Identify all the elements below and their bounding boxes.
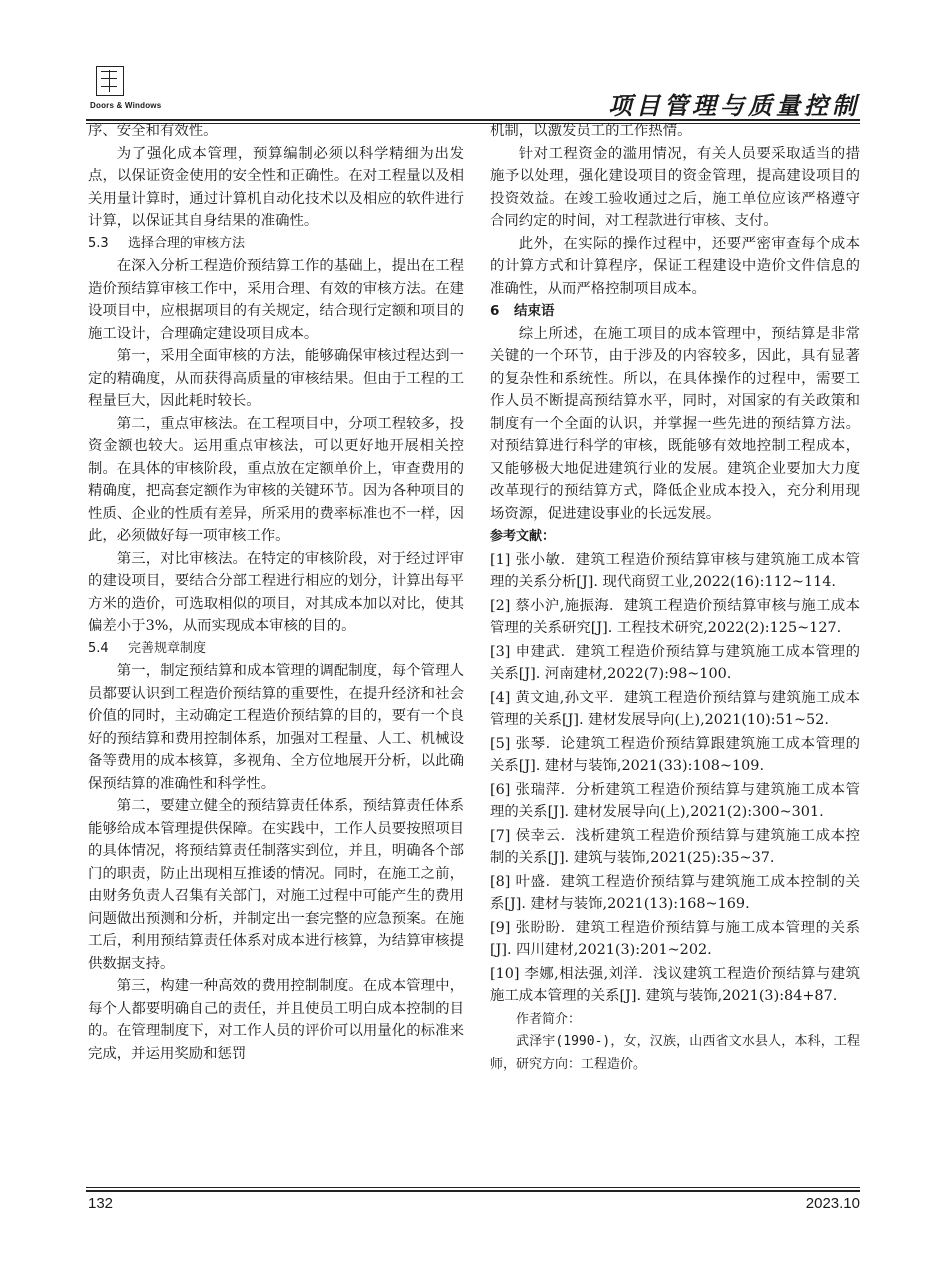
paragraph: 第二，要建立健全的预结算责任体系，预结算责任体系能够给成本管理提供保障。在实践中，工作人员要按照项目的具体情况，将预结算责任制落实到位，并且，明确各个部门的职责，防止出现相互推诿的情况。同时，在施工之前，由财务负责人召集有关部门，对施工过程中可能产生的费用问题做出预测和分析，并制定出一套完整的应急预案。在施工后，利用预结算责任体系对成本进行核算，为结算审核提供数据支持。	[88, 798, 464, 972]
section-title: 完善规章制度	[128, 640, 207, 656]
issue-number: 2023.10	[805, 1195, 860, 1212]
section-number: 5.4	[88, 640, 109, 656]
paragraph: 序、安全和有效性。	[88, 123, 218, 139]
paragraph: 第二，重点审核法。在工程项目中，分项工程较多，投资金额也较大。运用重点审核法，可以更好地开展相关控制。在具体的审核阶段，重点放在定额单价上，审查费用的精确度，把高套定额作为审核的关键环节。因为各种项目的性质、企业的性质有差异，所采用的费率标准也不一样，因此，必须做好每一项审核工作。	[88, 415, 464, 544]
page-number: 132	[88, 1195, 114, 1212]
reference-item: [6] 张瑞萍．分析建筑工程造价预结算与建筑施工成本管理的关系[J]. 建材发展导向(上),2021(2):300~301.	[490, 781, 860, 820]
paragraph: 针对工程资金的滥用情况，有关人员要采取适当的措施予以处理，强化建设项目的资金管理，提高建设项目的投资效益。在竣工验收通过之后，施工单位应该严格遵守合同约定的时间，对工程款进行审核、支付。	[490, 145, 860, 229]
reference-item: [9] 张盼盼．建筑工程造价预结算与施工成本管理的关系[J]. 四川建材,2021(3):201~202.	[490, 919, 860, 958]
paragraph: 机制，以激发员工的工作热情。	[490, 123, 692, 139]
paragraph: 此外，在实际的操作过程中，还要严密审查每个成本的计算方式和计算程序，保证工程建设中造价文件信息的准确性，从而严格控制项目成本。	[490, 235, 860, 297]
reference-item: [4] 黄文迪,孙文平．建筑工程造价预结算与建筑施工成本管理的关系[J]. 建材发展导向(上),2021(10):51~52.	[490, 689, 860, 728]
footer-rule-thin	[86, 1187, 860, 1188]
section-heading-5-4	[88, 638, 464, 661]
section-number: 5.3	[88, 235, 109, 251]
paragraph: 为了强化成本管理，预算编制必须以科学精细为出发点，以保证资金使用的安全性和正确性。在对工程量以及相关用量计算时，通过计算机自动化技术以及相应的软件进行计算，以保证其自身结果的准确性。	[88, 145, 464, 229]
section-title: 结束语	[514, 303, 555, 319]
footer-rule	[86, 1190, 860, 1192]
paragraph: 第三，对比审核法。在特定的审核阶段，对于经过评审的建设项目，要结合分部工程进行相应的划分，计算出每平方米的造价，可选取相似的项目，对其成本加以对比，使其偏差小于3%，从而实现成本审核的目的。	[88, 550, 464, 634]
reference-item: [3] 申建武．建筑工程造价预结算与建筑施工成本管理的关系[J]. 河南建材,2022(7):98~100.	[490, 643, 860, 682]
references-heading: 参考文献：	[490, 529, 556, 544]
paragraph: 第三，构建一种高效的费用控制制度。在成本管理中，每个人都要明确自己的责任，并且使员工明白成本控制的目的。在管理制度下，对工作人员的评价可以用量化的标准来完成，并运用奖励和惩罚	[88, 978, 464, 1062]
section-heading-6	[490, 300, 860, 323]
author-bio-label: 作者简介：	[516, 1011, 582, 1027]
reference-item: [10] 李娜,相法强,刘洋．浅议建筑工程造价预结算与建筑施工成本管理的关系[J]. 建筑与装饰,2021(3):84+87.	[490, 965, 860, 1004]
left-column	[88, 120, 464, 1065]
section-title: 选择合理的审核方法	[128, 235, 246, 251]
paragraph: 综上所述，在施工项目的成本管理中，预结算是非常关键的一个环节，由于涉及的内容较多，因此，具有显著的复杂性和系统性。所以，在具体操作的过程中，需要工作人员不断提高预结算水平，同时，对国家的有关政策和制度有一个全面的认识，并掌握一些先进的预结算方法。对预结算进行科学的审核，既能够有效地控制工程成本，又能够极大地促进建筑行业的发展。建筑企业要加大力度改革现行的预结算方式，降低企业成本投入，充分利用现场资源，促进建设事业的长远发展。	[490, 325, 860, 522]
journal-logo	[88, 66, 174, 116]
window-logo-icon	[96, 66, 124, 96]
paragraph: 第一，采用全面审核的方法，能够确保审核过程达到一定的精确度，从而获得高质量的审核结果。但由于工程的工程量巨大，因此耗时较长。	[88, 348, 464, 409]
reference-item: [2] 蔡小沪,施振海．建筑工程造价预结算审核与施工成本管理的关系研究[J]. 工程技术研究,2022(2):125~127.	[490, 597, 860, 636]
section-heading-5-3	[88, 233, 464, 256]
section-number: 6	[490, 303, 500, 319]
right-column	[490, 120, 860, 1076]
reference-item: [1] 张小敏．建筑工程造价预结算审核与建筑施工成本管理的关系分析[J]. 现代商贸工业,2022(16):112~114.	[490, 551, 860, 590]
paragraph: 在深入分析工程造价预结算工作的基础上，提出在工程造价预结算审核工作中，采用合理、有效的审核方法。在建设项目中，应根据项目的有关规定，结合现行定额和项目的施工设计，合理确定建设项目成本。	[88, 258, 464, 342]
author-bio: 武泽宇(1990-)，女，汉族，山西省文水县人，本科，工程师，研究方向：工程造价。	[490, 1034, 860, 1072]
paragraph: 第一，制定预结算和成本管理的调配制度，每个管理人员都要认识到工程造价预结算的重要性，在提升经济和社会价值的同时，主动确定工程造价预结算的目的，要有一个良好的预结算和费用控制体系，加强对工程量、人工、机械设备等费用的成本核算，多视角、全方位地展开分析，以此确保预结算的准确性和科学性。	[88, 663, 464, 792]
logo-text: Doors & Windows	[90, 101, 162, 110]
page-header	[86, 60, 860, 118]
reference-item: [5] 张琴．论建筑工程造价预结算跟建筑施工成本管理的关系[J]. 建材与装饰,2021(33):108~109.	[490, 735, 860, 774]
journal-section-title: 项目管理与质量控制	[608, 91, 860, 120]
reference-item: [7] 侯幸云．浅析建筑工程造价预结算与建筑施工成本控制的关系[J]. 建筑与装饰,2021(25):35~37.	[490, 827, 860, 866]
reference-item: [8] 叶盛．建筑工程造价预结算与建筑施工成本控制的关系[J]. 建材与装饰,2021(13):168~169.	[490, 873, 860, 912]
